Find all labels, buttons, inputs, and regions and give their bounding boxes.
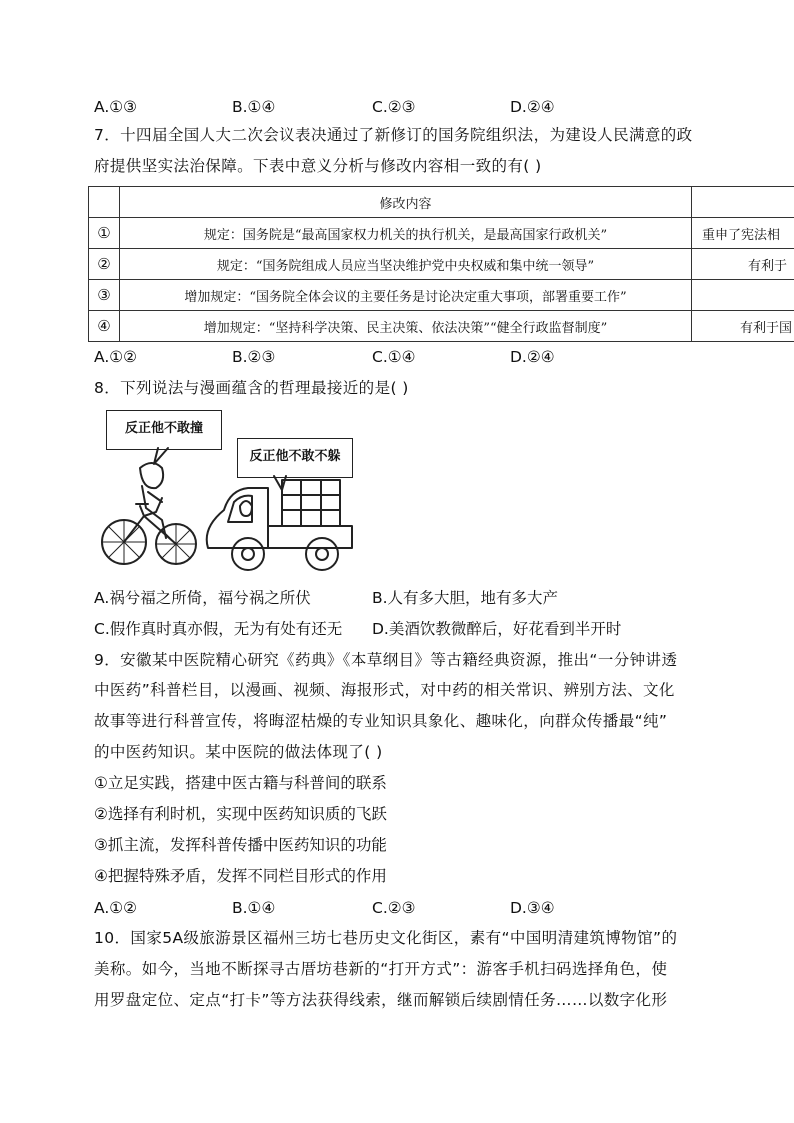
q8-option-b: B.人有多大胆，地有多大产 bbox=[372, 589, 559, 607]
q8-option-a: A.祸兮福之所倚，福兮祸之所伏 bbox=[94, 589, 311, 607]
q7-option-a: A.①② bbox=[94, 348, 138, 366]
q8-option-c: C.假作真时真亦假，无为有处有还无 bbox=[94, 620, 343, 638]
q9-statement-3: ③抓主流，发挥科普传播中医药知识的功能 bbox=[94, 836, 387, 854]
row-meaning: 有利于 bbox=[692, 249, 794, 280]
q10-stem-line-3: 用罗盘定位、定点“打卡”等方法获得线索，继而解锁后续剧情任务……以数字化形 bbox=[94, 991, 668, 1009]
q7-option-d: D.②④ bbox=[510, 348, 555, 366]
row-meaning: 重申了宪法相 bbox=[692, 218, 794, 249]
q8-stem: 8．下列说法与漫画蕴含的哲理最接近的是( ) bbox=[94, 379, 409, 397]
q9-statement-1: ①立足实践，搭建中医古籍与科普间的联系 bbox=[94, 774, 387, 792]
bubble-tail-left bbox=[154, 448, 168, 464]
q9-option-a: A.①② bbox=[94, 899, 138, 917]
q7-table bbox=[88, 186, 794, 342]
speech-bubble-cyclist: 反正他不敢撞 bbox=[106, 410, 222, 450]
table-header-num bbox=[89, 187, 120, 218]
q8-option-d: D.美酒饮教微醉后，好花看到半开时 bbox=[372, 620, 622, 638]
row-num: ④ bbox=[89, 311, 120, 342]
table-row bbox=[89, 280, 794, 311]
q9-option-d: D.③④ bbox=[510, 899, 555, 917]
q9-stem-line-4: 的中医药知识。某中医院的做法体现了( ) bbox=[94, 743, 383, 761]
table-header-content: 修改内容 bbox=[120, 187, 692, 218]
row-content: 增加规定：“国务院全体会议的主要任务是讨论决定重大事项，部署重要工作” bbox=[120, 280, 692, 311]
row-num: ② bbox=[89, 249, 120, 280]
cartoon-illustration bbox=[96, 446, 366, 576]
q9-statement-2: ②选择有利时机，实现中医药知识质的飞跃 bbox=[94, 805, 387, 823]
table-header-row bbox=[89, 187, 794, 218]
bubble-tail-right bbox=[274, 476, 286, 490]
q6-option-c: C.②③ bbox=[372, 98, 416, 116]
truck-figure bbox=[207, 476, 352, 570]
q10-stem-line-1: 10．国家5A级旅游景区福州三坊七巷历史文化街区，素有“中国明清建筑博物馆”的 bbox=[94, 929, 678, 947]
q9-option-c: C.②③ bbox=[372, 899, 416, 917]
table-row bbox=[89, 218, 794, 249]
q9-stem-line-3: 故事等进行科普宣传，将晦涩枯燥的专业知识具象化、趣味化，向群众传播最“纯” bbox=[94, 712, 668, 730]
q6-option-b: B.①④ bbox=[232, 98, 276, 116]
q9-statement-4: ④把握特殊矛盾，发挥不同栏目形式的作用 bbox=[94, 867, 387, 885]
row-meaning: 有利于国 bbox=[692, 311, 794, 342]
q6-option-d: D.②④ bbox=[510, 98, 555, 116]
q9-option-b: B.①④ bbox=[232, 899, 276, 917]
q10-stem-line-2: 美称。如今，当地不断探寻古厝坊巷新的“打开方式”：游客手机扫码选择角色，使 bbox=[94, 960, 668, 978]
q9-stem-line-1: 9．安徽某中医院精心研究《药典》《本草纲目》等古籍经典资源，推出“一分钟讲透 bbox=[94, 651, 678, 669]
row-content: 增加规定：“坚持科学决策、民主决策、依法决策”“健全行政监督制度” bbox=[120, 311, 692, 342]
q6-option-a: A.①③ bbox=[94, 98, 138, 116]
cyclist-figure bbox=[102, 463, 196, 564]
table-row bbox=[89, 311, 794, 342]
q9-stem-line-2: 中医药”科普栏目，以漫画、视频、海报形式，对中药的相关常识、辨别方法、文化 bbox=[94, 681, 675, 699]
row-num: ① bbox=[89, 218, 120, 249]
row-num: ③ bbox=[89, 280, 120, 311]
table-header-meaning bbox=[692, 187, 794, 218]
q7-option-b: B.②③ bbox=[232, 348, 276, 366]
speech-bubble-truck-driver: 反正他不敢不躲 bbox=[237, 438, 353, 478]
q7-stem-line-1: 7．十四届全国人大二次会议表决通过了新修订的国务院组织法，为建设人民满意的政 bbox=[94, 126, 693, 144]
row-meaning bbox=[692, 280, 794, 311]
q7-stem-line-2: 府提供坚实法治保障。下表中意义分析与修改内容相一致的有( ) bbox=[94, 157, 542, 175]
wheel-spokes bbox=[102, 520, 196, 564]
row-content: 规定：“国务院组成人员应当坚决维护党中央权威和集中统一领导” bbox=[120, 249, 692, 280]
table-row bbox=[89, 249, 794, 280]
q7-option-c: C.①④ bbox=[372, 348, 416, 366]
row-content: 规定：国务院是“最高国家权力机关的执行机关，是最高国家行政机关” bbox=[120, 218, 692, 249]
